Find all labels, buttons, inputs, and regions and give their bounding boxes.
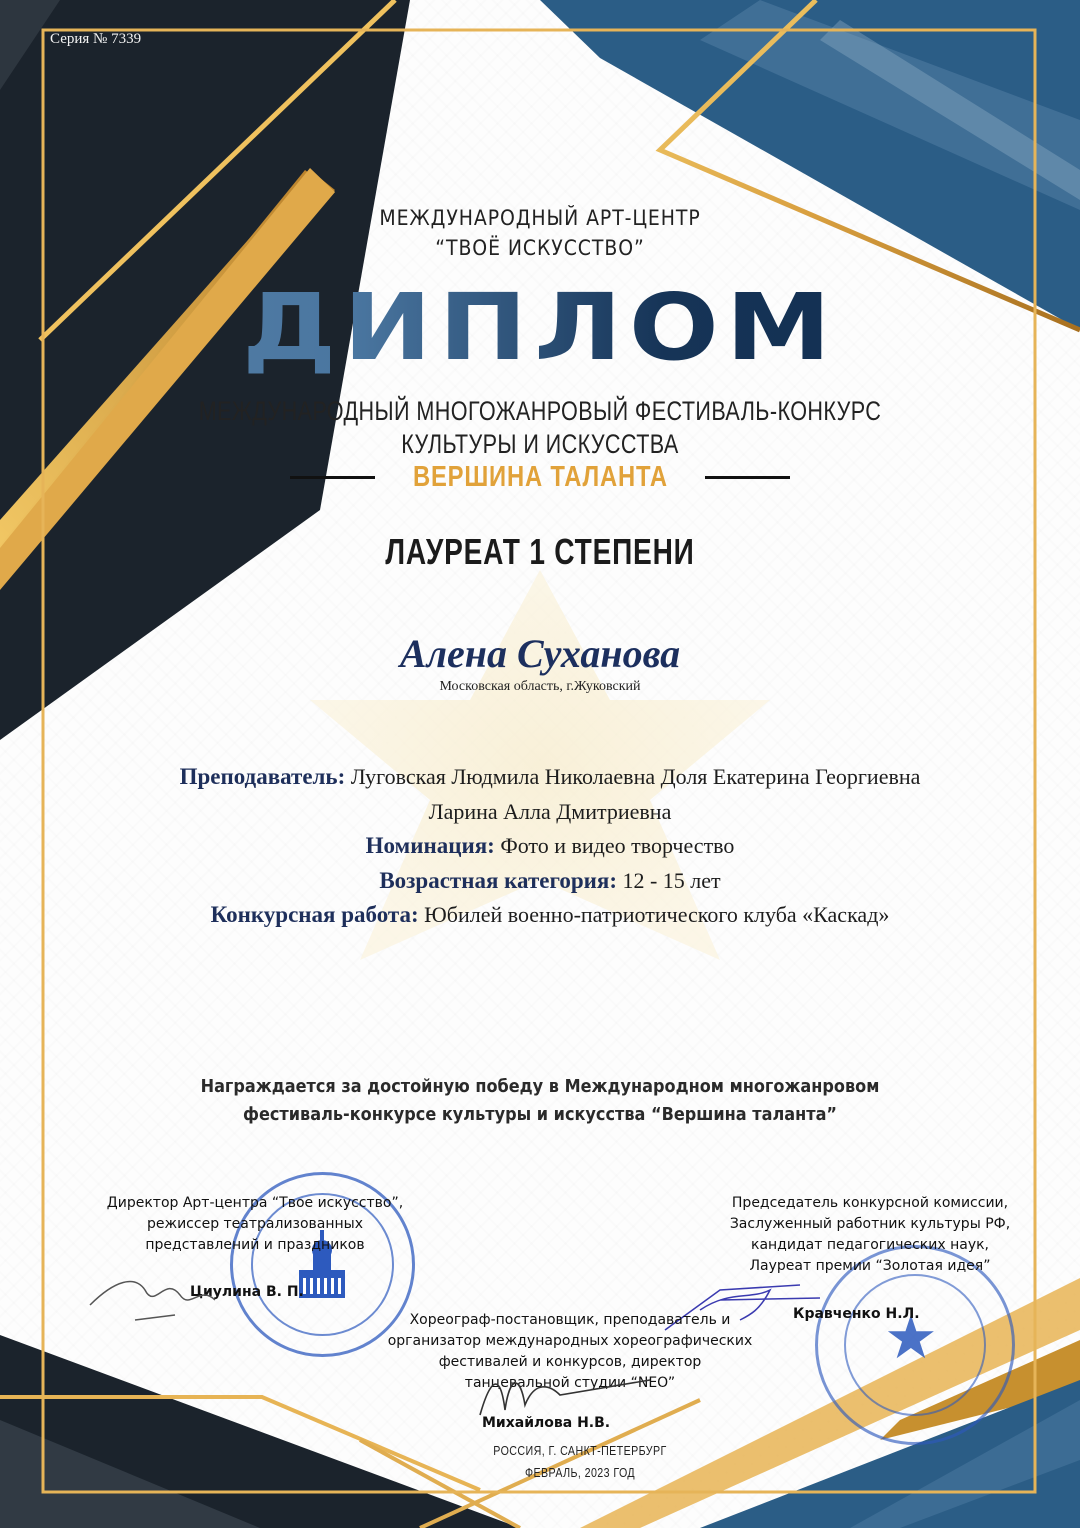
- work-label: Конкурсная работа:: [210, 902, 419, 927]
- director-name: Циулина В. П.: [190, 1284, 304, 1300]
- choreographer-name: Михайлова Н.В.: [482, 1415, 611, 1431]
- recipient-name: Алена Суханова: [399, 631, 681, 676]
- choreographer-signature-scribble: [470, 1360, 670, 1430]
- festival-description: [108, 395, 972, 461]
- diploma-title: ДИПЛОМ: [0, 278, 1080, 378]
- chair-title-line-4: Лауреат премии “Золотая идея”: [749, 1258, 991, 1274]
- choreographer-title-line-4: танцевальной студии “NEO”: [464, 1375, 676, 1391]
- divider-left: [290, 476, 375, 479]
- award-level: ЛАУРЕАТ 1 СТЕПЕНИ: [385, 531, 695, 572]
- nomination-value: Фото и видео творчество: [500, 833, 735, 858]
- director-title-line-2: режиссер театрализованных: [146, 1216, 364, 1232]
- age-row: [150, 864, 950, 899]
- nomination-row: [150, 829, 950, 864]
- festival-name: ВЕРШИНА ТАЛАНТА: [412, 461, 668, 493]
- festival-name-row: [0, 461, 1080, 494]
- age-value: 12 - 15 лет: [622, 867, 721, 893]
- organization-line-2: “ТВОЁ ИСКУССТВО”: [435, 236, 645, 260]
- footer-location-date: [416, 1440, 744, 1484]
- chair-title-line-2: Заслуженный работник культуры РФ,: [729, 1216, 1011, 1232]
- footer-date: ФЕВРАЛЬ, 2023 ГОД: [524, 1465, 636, 1480]
- signature-director: [70, 1193, 440, 1256]
- awarded-text: [43, 1073, 1037, 1129]
- festival-line-2: КУЛЬТУРЫ И ИСКУССТВА: [401, 429, 679, 459]
- director-title-line-3: представлений и праздников: [145, 1237, 365, 1253]
- organization-name: [54, 203, 1026, 263]
- organization-line-1: МЕЖДУНАРОДНЫЙ АРТ-ЦЕНТР: [379, 206, 701, 230]
- choreographer-title-line-1: Хореограф-постановщик, преподаватель и: [409, 1312, 731, 1328]
- age-label: Возрастная категория:: [379, 867, 617, 893]
- footer-place: РОССИЯ, Г. САНКТ-ПЕТЕРБУРГ: [493, 1443, 667, 1458]
- recipient-region: Московская область, г.Жуковский: [439, 679, 641, 694]
- teacher-label: Преподаватель:: [179, 764, 346, 789]
- director-title-line-1: Директор Арт-центра “Твое искусство”,: [106, 1195, 404, 1211]
- festival-line-1: МЕЖДУНАРОДНЫЙ МНОГОЖАНРОВЫЙ ФЕСТИВАЛЬ-КОНКУРС: [198, 396, 882, 426]
- signature-chair: [690, 1193, 1050, 1277]
- details-block: [150, 760, 950, 933]
- nomination-label: Номинация:: [365, 833, 495, 858]
- director-signature-scribble: [85, 1270, 235, 1330]
- chair-title-line-3: кандидат педагогических наук,: [750, 1237, 990, 1253]
- star-icon: ★: [884, 1303, 938, 1373]
- work-value: Юбилей военно-патриотического клуба «Каскад»: [424, 902, 890, 927]
- chair-title-line-1: Председатель конкурсной комиссии,: [731, 1195, 1009, 1211]
- awarded-line-2: фестиваль-конкурсе культуры и искусства “Вершина таланта”: [242, 1105, 838, 1125]
- divider-right: [705, 476, 790, 479]
- work-row: [150, 898, 950, 933]
- chair-name: Кравченко Н.Л.: [793, 1306, 920, 1322]
- serial-number: Серия № 7339: [50, 31, 142, 47]
- teacher-row: [150, 760, 950, 829]
- awarded-line-1: Награждается за достойную победу в Международном многожанровом: [200, 1077, 880, 1097]
- choreographer-title-line-3: фестивалей и конкурсов, директор: [438, 1354, 702, 1370]
- teacher-value: Луговская Людмила Николаевна Доля Екатерина Георгиевна Ларина Алла Дмитриевна: [350, 764, 921, 824]
- choreographer-title-line-2: организатор международных хореографических: [387, 1333, 753, 1349]
